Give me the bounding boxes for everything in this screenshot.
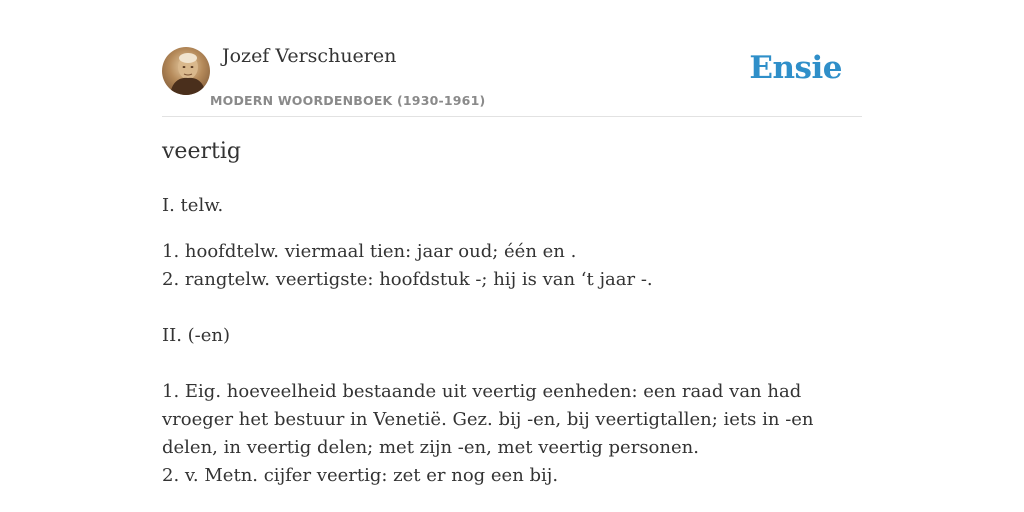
section-heading: II. (-en) — [162, 325, 231, 346]
definition-line: 1. hoofdtelw. viermaal tien: jaar oud; één en . — [162, 241, 577, 262]
ensie-logo[interactable]: Ensie — [749, 50, 842, 86]
page-container — [162, 0, 862, 512]
author-avatar[interactable] — [162, 47, 210, 95]
entry-body — [162, 192, 862, 490]
portrait-image — [162, 47, 210, 95]
dictionary-source[interactable]: MODERN WOORDENBOEK (1930-1961) — [210, 93, 486, 108]
definition-line: 1. Eig. hoeveelheid bestaande uit veertig eenheden: een raad van had vroeger het bestuur in Venetië. Gez. bij -en, bij veertigtallen; iets in -en delen, in veertig delen; met zijn -en, met veertig personen. — [162, 381, 814, 458]
author-name[interactable]: Jozef Verschueren — [222, 45, 397, 67]
definition-line: 2. v. Metn. cijfer veertig: zet er nog een bij. — [162, 465, 559, 486]
header — [162, 0, 862, 117]
definition-line: 2. rangtelw. veertigste: hoofdstuk -; hij is van ‘t jaar -. — [162, 269, 653, 290]
entry-title: veertig — [162, 139, 241, 164]
section-heading: I. telw. — [162, 195, 224, 216]
